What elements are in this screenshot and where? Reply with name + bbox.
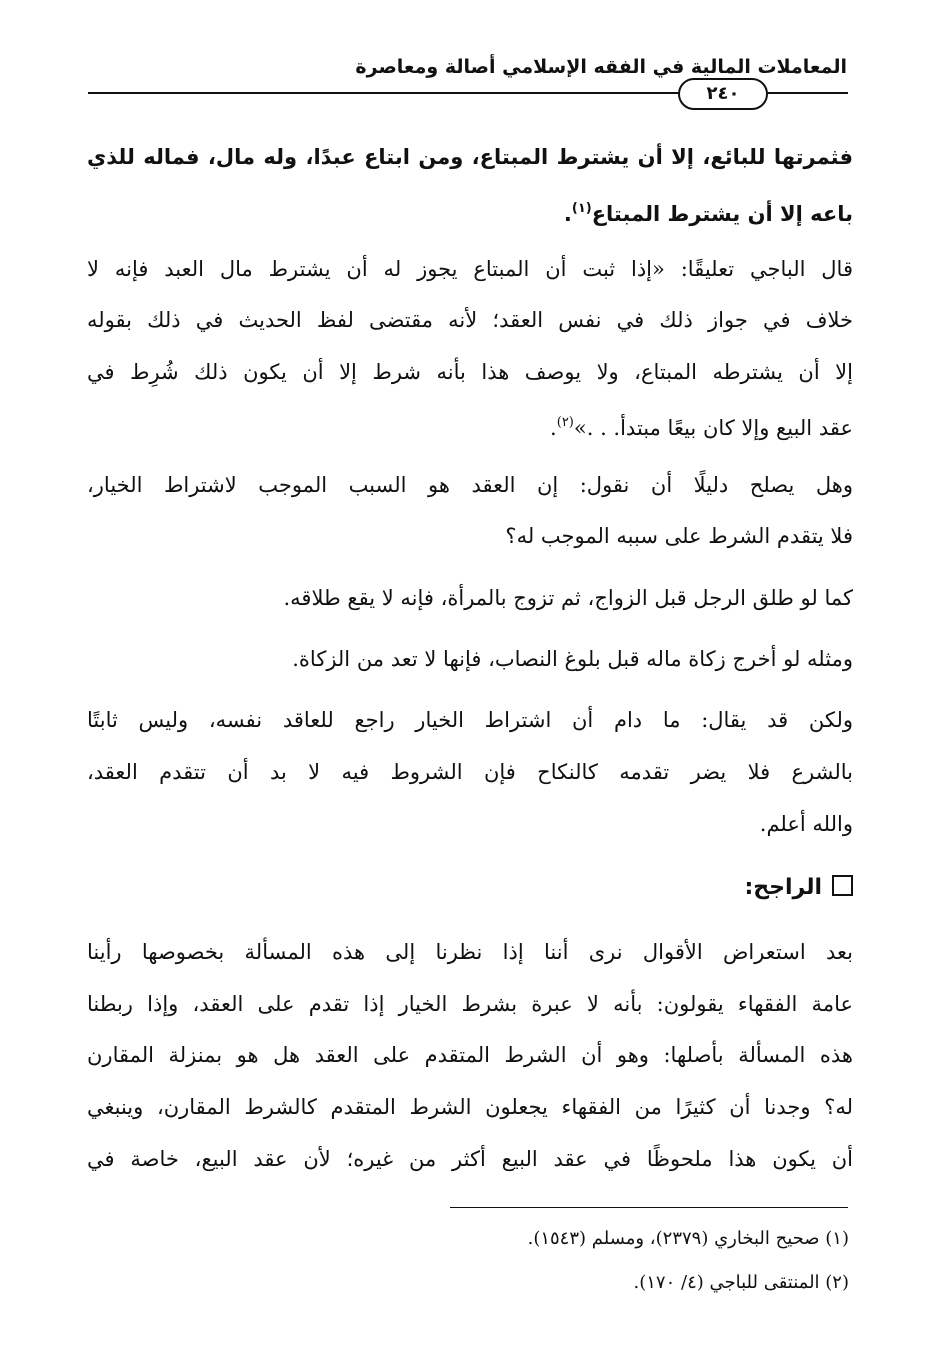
text-line: بالشرع فلا يضر تقدمه كالنكاح فإن الشروط فيه لا بد أن تتقدم العقد، [87, 760, 853, 784]
section-heading: الراجح: [744, 868, 853, 908]
text-line: أن يكون هذا ملحوظًا في عقد البيع أكثر من غيره؛ لأن عقد البيع، خاصة في [87, 1147, 853, 1171]
text-line: له؟ وجدنا أن كثيرًا من الفقهاء يجعلون الشرط المتقدم كالشرط المقارن، وينبغي [87, 1095, 853, 1119]
text-line: كما لو طلق الرجل قبل الزواج، ثم تزوج بالمرأة، فإنه لا يقع طلاقه. [283, 586, 853, 610]
text-line: قال الباجي تعليقًا: «إذا ثبت أن المبتاع يجوز له أن يشترط مال العبد فإنه لا [87, 257, 853, 281]
running-title: المعاملات المالية في الفقه الإسلامي أصالة ومعاصرة [355, 56, 847, 78]
page-number: ٢٤٠ [678, 78, 768, 110]
footnote-ref: (٢) [556, 415, 574, 430]
text-line: إلا أن يشترطه المبتاع، ولا يوصف هذا بأنه شرط إلا أن يكون ذلك شُرِط في [87, 360, 853, 384]
text-line: بعد استعراض الأقوال نرى أننا إذا نظرنا إلى هذه المسألة بخصوصها رأينا [87, 940, 853, 964]
square-bullet-icon [832, 875, 853, 896]
footnote-ref: (١) [571, 201, 592, 216]
text-line: فثمرتها للبائع، إلا أن يشترط المبتاع، ومن ابتاع عبدًا، وله مال، فماله للذي [87, 145, 853, 169]
text-line: وهل يصلح دليلًا أن نقول: إن العقد هو السبب الموجب لاشتراط الخيار، [87, 473, 853, 497]
text-line: باعه إلا أن يشترط المبتاع$^{(١)}$. [563, 201, 853, 226]
text-line: خلاف في جواز ذلك في نفس العقد؛ لأنه مقتضى لفظ الحديث في ذلك بقوله [87, 308, 853, 332]
footnote-2: (٢) المنتقى للباجي (٤/ ١٧٠). [633, 1272, 849, 1293]
text-line: هذه المسألة بأصلها: وهو أن الشرط المتقدم على العقد هل هو بمنزلة المقارن [87, 1043, 853, 1067]
text-line: فلا يتقدم الشرط على سببه الموجب له؟ [505, 524, 853, 548]
text-line: ومثله لو أخرج زكاة ماله قبل بلوغ النصاب، فإنها لا تعد من الزكاة. [292, 647, 853, 671]
text-line: والله أعلم. [759, 812, 853, 836]
footnote-1: (١) صحيح البخاري (٢٣٧٩)، ومسلم (١٥٤٣). [527, 1228, 849, 1249]
text-line: ولكن قد يقال: ما دام أن اشتراط الخيار راجع للعاقد نفسه، وليس ثابتًا [87, 708, 853, 732]
text-line: عقد البيع وإلا كان بيعًا مبتدأ. . .»$^{(٢)}$. [550, 415, 853, 440]
footnote-rule [450, 1207, 848, 1208]
text-line: عامة الفقهاء يقولون: بأنه لا عبرة بشرط الخيار إذا تقدم على العقد، وإذا ربطنا [87, 992, 853, 1016]
